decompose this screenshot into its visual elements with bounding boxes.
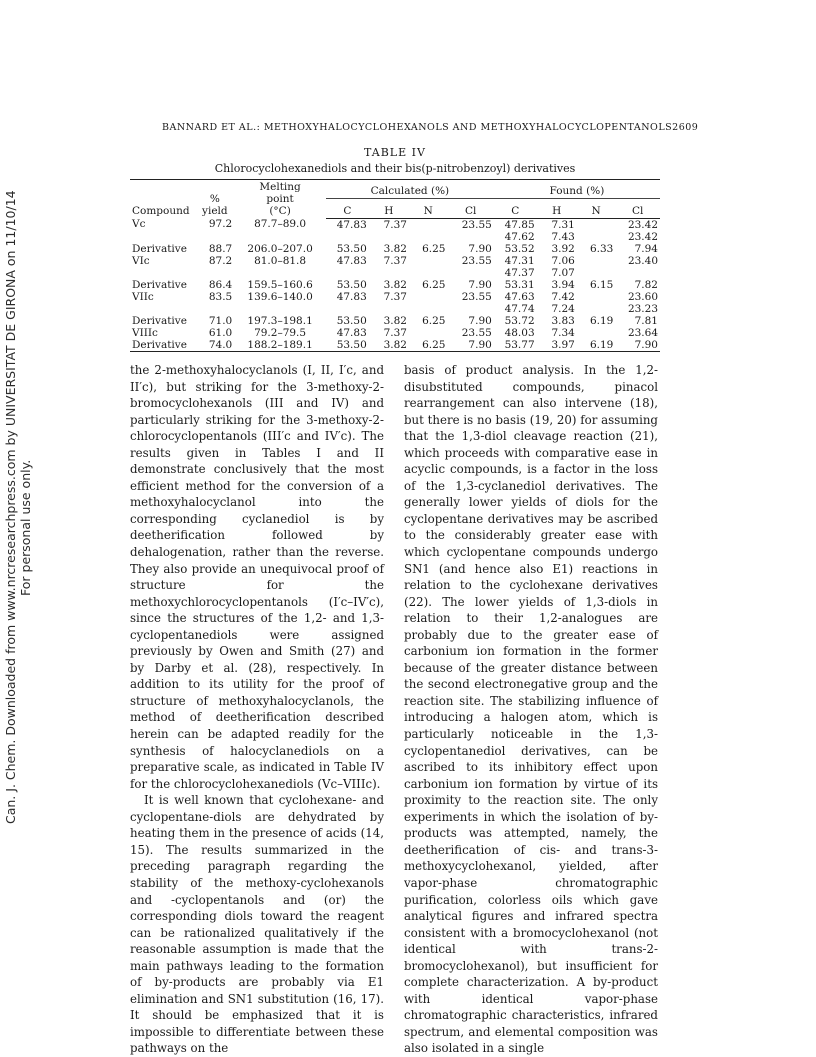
cell-melting-point: 197.3–198.1 — [247, 314, 313, 327]
cell-found-n — [577, 255, 615, 279]
cell-found-h: 3.83 — [551, 314, 575, 327]
compound-header: Compound — [130, 180, 195, 219]
yield-header-pct: % — [209, 193, 220, 205]
cell-calc-cl: 7.90 — [447, 339, 493, 352]
cell-calc-n: 6.25 — [422, 314, 446, 327]
cell-calc-h: 7.37 — [383, 254, 407, 267]
watermark-line-1: Can. J. Chem. Downloaded from www.nrcresearchpress.com by UNIVERSITAT DE GIRONA on 11/10/14 — [3, 190, 18, 824]
table-row — [130, 315, 660, 327]
table-row — [130, 327, 660, 339]
cell-yield: 61.0 — [208, 326, 233, 339]
cell-calc-n — [409, 327, 447, 339]
cell-calc-cl: 7.90 — [468, 278, 492, 291]
cell-calc-c: 47.83 — [336, 290, 367, 303]
cell-found-cl: 23.64 — [627, 326, 658, 339]
cell-calc-n: 6.25 — [409, 339, 447, 352]
cell-compound: Derivative — [132, 242, 187, 255]
cell-found-cl: 7.90 — [615, 339, 660, 352]
cell-found-c: 47.31 47.37 — [504, 254, 535, 279]
cell-found-n — [577, 291, 615, 315]
cell-found-c: 53.31 — [504, 278, 535, 291]
table-label: TABLE IV — [364, 146, 426, 159]
cell-calc-h: 7.37 — [383, 218, 407, 231]
cell-found-cl: 7.82 — [634, 278, 658, 291]
melting-point-header-unit: (°C) — [269, 205, 291, 217]
cell-calc-cl: 23.55 — [461, 218, 492, 231]
cell-melting-point: 81.0–81.8 — [254, 254, 307, 267]
table-row — [130, 243, 660, 255]
cell-calc-h: 3.82 — [383, 278, 407, 291]
cell-found-cl: 23.60 23.23 — [627, 290, 658, 315]
cell-calc-c: 47.83 — [336, 326, 367, 339]
calc-h-header: H — [369, 199, 409, 218]
cell-found-c: 48.03 — [504, 326, 535, 339]
cell-yield: 97.2 — [208, 218, 233, 230]
cell-found-n — [577, 218, 615, 243]
cell-compound: VIIc — [132, 290, 154, 303]
cell-calc-cl: 23.55 — [461, 290, 492, 303]
cell-calc-cl: 7.90 — [468, 242, 492, 255]
cell-calc-c: 53.50 — [336, 314, 367, 327]
cell-calc-n — [409, 218, 447, 243]
cell-calc-c: 53.50 — [336, 242, 367, 255]
cell-found-n — [577, 327, 615, 339]
cell-yield: 71.0 — [208, 314, 233, 327]
cell-yield: 83.5 — [208, 290, 233, 303]
cell-melting-point: 87.7–89.0 — [254, 218, 307, 230]
cell-found-n: 6.19 — [577, 339, 615, 352]
cell-found-h: 7.31 7.43 — [551, 218, 575, 243]
cell-found-c: 53.77 — [494, 339, 537, 352]
found-c-header: C — [494, 199, 537, 218]
cell-calc-h: 7.37 — [383, 290, 407, 303]
found-n-header: N — [577, 199, 615, 218]
cell-found-n: 6.19 — [589, 314, 614, 327]
cell-found-cl: 7.94 — [634, 242, 658, 255]
table-caption: Chlorocyclohexanediols and their bis(p-nitrobenzoyl) derivatives — [214, 162, 576, 175]
cell-calc-h: 3.82 — [383, 242, 407, 255]
body-paragraph: basis of product analysis. In the 1,2-disubstituted compounds, pinacol rearrangement can also intervene (18), but there is no basis (19, 20) for assuming that the 1,3-diol cleavage reaction (21), which proceeds with comparative ease in acyclic compounds, is a factor in the loss of the 1,3-cyclanediol derivatives. The generally lower yields of diols for the cyclopentane derivatives may be ascribed to the considerably greater ease with which cyclopentane compounds undergo SN1 (and hence also E1) reactions in relation to the cyclohexane derivatives (22). The lower yields of 1,3-diols in relation to their 1,2-analogues are probably due to the greater ease of carbonium ion formation in the former because of the greater distance between the second electronegative group and the reaction site. The stabilizing influence of introducing a halogen atom, which is particularly noticeable in the 1,3-cyclopentanediol derivatives, can be ascribed to its inhibitory effect upon carbonium ion formation by virtue of its proximity to the reaction site. The only experiments in which the isolation of by-products was attempted, namely, the deetherification of cis- and trans-3-methoxycyclohexanol, yielded, after vapor-phase chromatographic purification, colorless oils which gave analytical figures and infrared spectra consistent with a bromocyclohexanol (not identical with trans-2-bromocyclohexanol), but insufficient for complete characterization. A by-product with identical vapor-phase chromatographic characteristics, infrared spectrum, and elemental composition was also isolated in a single — [404, 363, 658, 1056]
cell-calc-n: 6.25 — [422, 242, 446, 255]
data-table — [130, 179, 660, 352]
page-number: 2609 — [672, 122, 699, 133]
body-paragraph: It is well known that cyclohexane- and cyclopentane-diols are dehydrated by heating them in the presence of acids (14, 15). The results summarized in the preceding paragraph regarding the stability of the methoxy-cyclohexanols and -cyclopentanols and (or) the corresponding diols toward the reagent can be rationalized qualitatively if the reasonable assumption is made that the main pathways leading to the formation of by-products are probably via E1 elimination and SN1 substitution (16, 17). It should be emphasized that it is impossible to differentiate between these pathways on the — [130, 793, 384, 1056]
cell-calc-n: 6.25 — [422, 278, 446, 291]
yield-header-label: yield — [202, 205, 228, 217]
body-paragraph: the 2-methoxyhalocyclanols (I, II, I′c, and II′c), but striking for the 3-methoxy-2-bromocyclohexanols (III and IV) and particularly striking for the 3-methoxy-2-chlorocyclopentanols (III′c and IV′c). The results given in Tables I and II demonstrate conclusively that the most efficient method for the conversion of a methoxyhalocyclanol into the corresponding cyclanediol is by deetherification followed by dehalogenation, rather than the reverse. They also provide an unequivocal proof of structure for the methoxychlorocyclopentanols (I′c–IV′c), since the structures of the 1,2- and 1,3-cyclopentanediols were assigned previously by Owen and Smith (27) and by Darby et al. (28), respectively. In addition to its utility for the proof of structure of methoxyhalocyclanols, the method of deetherification described herein can be adapted readily for the synthesis of halocyclanediols on a preparative scale, as indicated in Table IV for the chlorocyclohexanediols (Vc–VIIIc). — [130, 363, 384, 791]
cell-calc-cl: 23.55 — [461, 254, 492, 267]
cell-calc-h: 7.37 — [383, 326, 407, 339]
download-watermark — [2, 190, 34, 824]
cell-found-cl: 23.42 23.42 — [627, 218, 658, 243]
yield-header — [195, 180, 234, 219]
cell-compound: VIc — [132, 254, 150, 267]
cell-found-c: 53.72 — [504, 314, 535, 327]
cell-compound: Derivative — [130, 339, 195, 352]
cell-calc-n — [409, 291, 447, 315]
cell-found-h: 3.97 — [537, 339, 577, 352]
cell-calc-c: 53.50 — [336, 278, 367, 291]
cell-found-n: 6.33 — [589, 242, 614, 255]
body-column-right — [404, 362, 658, 1057]
cell-yield: 86.4 — [208, 278, 233, 291]
cell-found-cl: 23.40 — [627, 254, 658, 267]
cell-melting-point: 159.5–160.6 — [247, 278, 313, 291]
cell-compound: VIIIc — [132, 326, 158, 339]
running-head — [162, 122, 699, 133]
table-row — [130, 291, 660, 315]
calc-c-header: C — [326, 199, 369, 218]
watermark-line-2: For personal use only. — [18, 459, 33, 597]
cell-compound: Vc — [132, 218, 146, 230]
found-h-header: H — [537, 199, 577, 218]
body-column-left — [130, 362, 384, 1057]
cell-calc-cl: 23.55 — [461, 326, 492, 339]
melting-point-header-line1: Melting — [259, 181, 301, 193]
table-row — [130, 339, 660, 352]
cell-found-c: 47.85 47.62 — [504, 218, 535, 243]
calc-cl-header: Cl — [447, 199, 493, 218]
cell-found-h: 7.06 7.07 — [551, 254, 575, 279]
melting-point-header-line2: point — [266, 193, 294, 205]
running-head-title: BANNARD ET AL.: METHOXYHALOCYCLOHEXANOLS AND METHOXYHALOCYCLOPENTANOLS — [162, 122, 673, 133]
cell-melting-point: 79.2–79.5 — [254, 326, 307, 339]
table-row — [130, 218, 660, 243]
cell-calc-h: 3.82 — [383, 314, 407, 327]
table-row — [130, 279, 660, 291]
cell-melting-point: 206.0–207.0 — [247, 242, 313, 255]
cell-calc-cl: 7.90 — [468, 314, 492, 327]
cell-calc-n — [409, 255, 447, 279]
found-cl-header: Cl — [615, 199, 660, 218]
cell-yield: 87.2 — [208, 254, 233, 267]
cell-compound: Derivative — [132, 278, 187, 291]
calculated-header: Calculated (%) — [326, 180, 494, 199]
cell-calc-c: 47.83 — [336, 254, 367, 267]
cell-found-h: 3.92 — [551, 242, 575, 255]
table-header-row — [130, 180, 660, 199]
cell-calc-c: 53.50 — [326, 339, 369, 352]
cell-found-n: 6.15 — [589, 278, 614, 291]
cell-found-c: 47.63 47.74 — [504, 290, 535, 315]
melting-point-header — [234, 180, 326, 219]
cell-found-h: 7.42 7.24 — [551, 290, 575, 315]
cell-found-h: 7.34 — [551, 326, 575, 339]
cell-found-cl: 7.81 — [634, 314, 658, 327]
calc-n-header: N — [409, 199, 447, 218]
table-row — [130, 255, 660, 279]
cell-found-c: 53.52 — [504, 242, 535, 255]
cell-melting-point: 139.6–140.0 — [247, 290, 313, 303]
cell-yield: 74.0 — [195, 339, 234, 352]
cell-found-h: 3.94 — [551, 278, 575, 291]
cell-calc-h: 3.82 — [369, 339, 409, 352]
found-header: Found (%) — [494, 180, 660, 199]
cell-calc-c: 47.83 — [336, 218, 367, 231]
cell-melting-point: 188.2–189.1 — [234, 339, 326, 352]
cell-yield: 88.7 — [208, 242, 233, 255]
cell-compound: Derivative — [132, 314, 187, 327]
